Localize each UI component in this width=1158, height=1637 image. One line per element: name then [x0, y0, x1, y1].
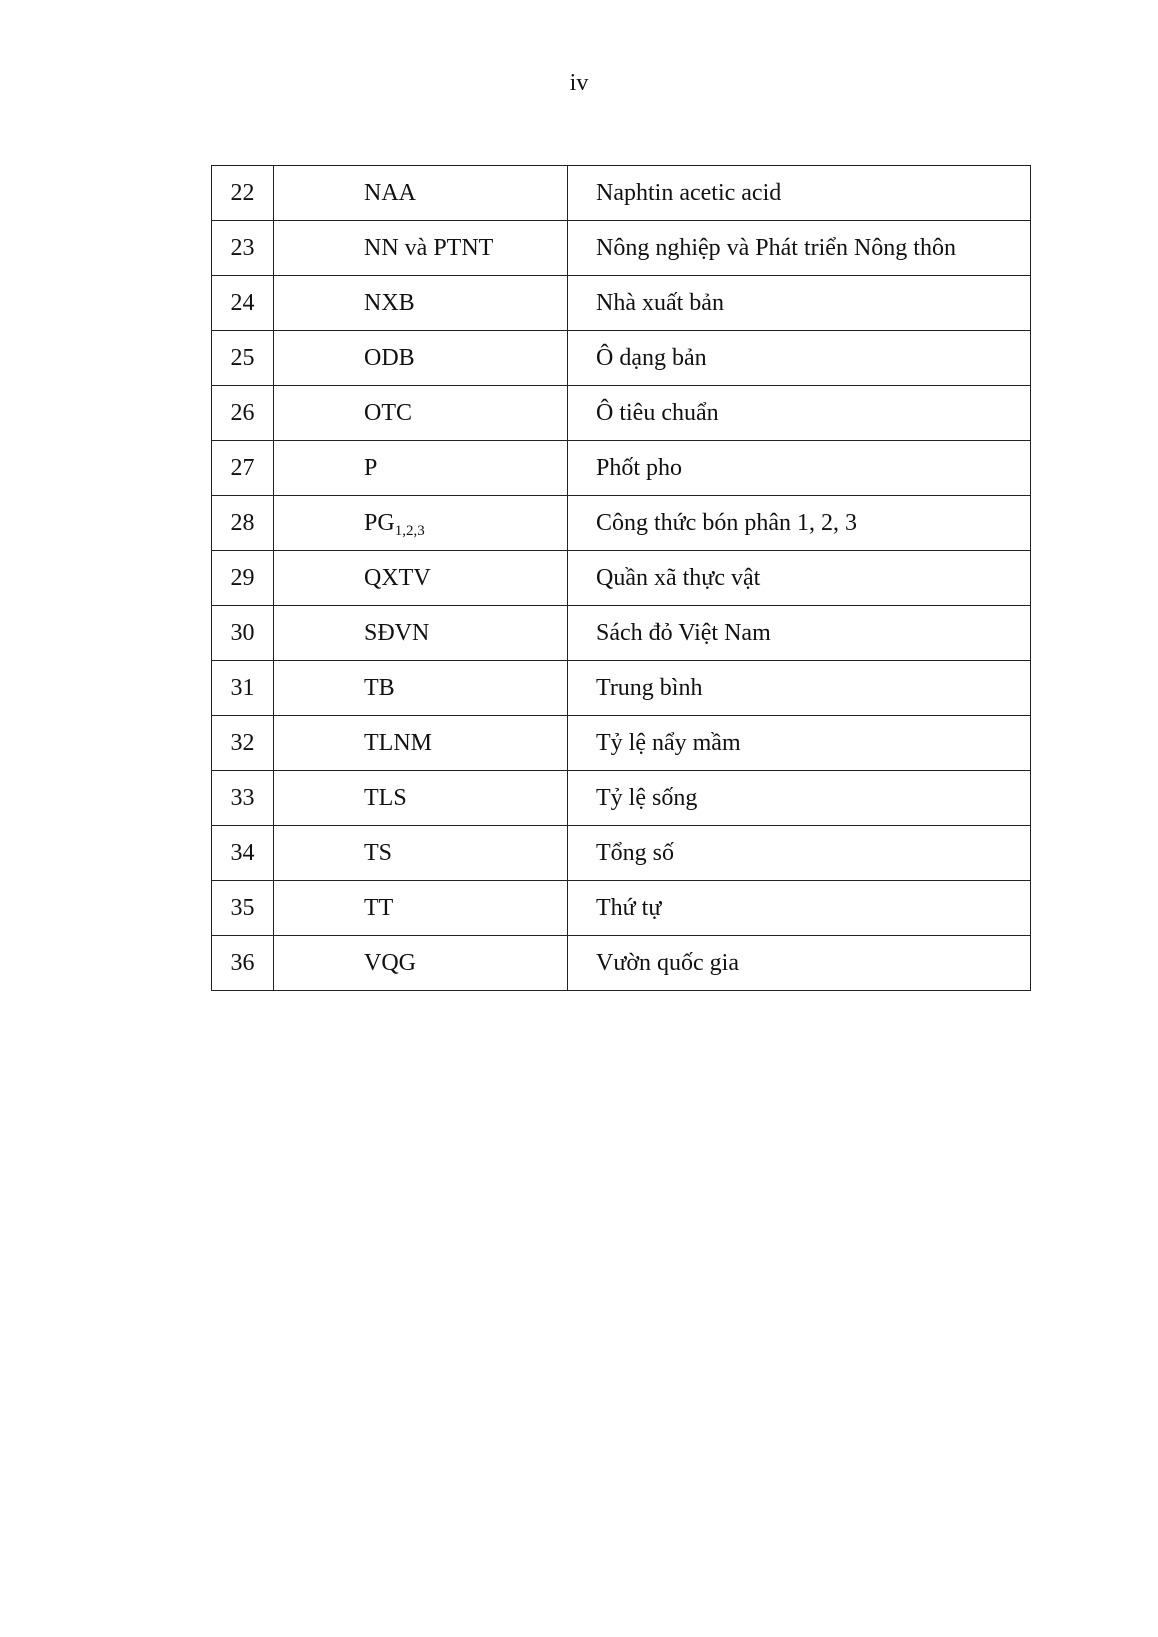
description-cell: Ô dạng bản — [568, 331, 1031, 386]
abbreviation-cell — [274, 441, 568, 496]
abbreviation-cell — [274, 276, 568, 331]
table-row — [212, 661, 1031, 716]
abbreviation-text: TT — [364, 894, 394, 921]
page-number: iv — [569, 70, 589, 96]
abbreviation-cell — [274, 221, 568, 276]
table-row — [212, 826, 1031, 881]
abbreviation-text: TB — [364, 674, 395, 701]
row-number: 28 — [212, 496, 274, 551]
table-row — [212, 221, 1031, 276]
table-row — [212, 936, 1031, 991]
table-row — [212, 441, 1031, 496]
row-number: 22 — [212, 166, 274, 221]
abbreviation-cell — [274, 881, 568, 936]
abbreviation-cell — [274, 936, 568, 991]
abbreviation-text: PG — [364, 509, 395, 536]
row-number: 31 — [212, 661, 274, 716]
abbreviation-text: ODB — [364, 344, 415, 371]
abbreviation-text: TLS — [364, 784, 407, 811]
row-number: 25 — [212, 331, 274, 386]
description-cell: Tỷ lệ nẩy mầm — [568, 716, 1031, 771]
abbreviation-text: VQG — [364, 949, 416, 976]
abbreviation-text: TS — [364, 839, 393, 866]
abbreviation-table — [211, 165, 1031, 991]
row-number: 33 — [212, 771, 274, 826]
description-cell: Tổng số — [568, 826, 1031, 881]
table-row — [212, 331, 1031, 386]
description-cell: Naphtin acetic acid — [568, 166, 1031, 221]
abbreviation-cell — [274, 551, 568, 606]
table-row — [212, 496, 1031, 551]
abbreviation-cell — [274, 386, 568, 441]
description-cell: Nông nghiệp và Phát triển Nông thôn — [568, 221, 1031, 276]
abbreviation-text: TLNM — [364, 729, 432, 756]
description-cell: Tỷ lệ sống — [568, 771, 1031, 826]
description-cell: Công thức bón phân 1, 2, 3 — [568, 496, 1031, 551]
abbreviation-text: NN và PTNT — [364, 234, 494, 261]
row-number: 26 — [212, 386, 274, 441]
abbreviation-cell — [274, 826, 568, 881]
abbreviation-cell — [274, 496, 568, 551]
row-number: 27 — [212, 441, 274, 496]
description-cell: Nhà xuất bản — [568, 276, 1031, 331]
table-row — [212, 606, 1031, 661]
abbreviation-text: QXTV — [364, 564, 431, 591]
description-cell: Sách đỏ Việt Nam — [568, 606, 1031, 661]
abbreviation-cell — [274, 771, 568, 826]
abbreviation-cell — [274, 606, 568, 661]
abbreviation-text: P — [364, 454, 378, 481]
table-row — [212, 551, 1031, 606]
row-number: 24 — [212, 276, 274, 331]
table-row — [212, 716, 1031, 771]
abbreviation-subscript: 1,2,3 — [394, 522, 425, 539]
row-number: 30 — [212, 606, 274, 661]
description-cell: Phốt pho — [568, 441, 1031, 496]
row-number: 36 — [212, 936, 274, 991]
abbreviation-cell — [274, 716, 568, 771]
abbreviation-cell — [274, 331, 568, 386]
description-cell: Quần xã thực vật — [568, 551, 1031, 606]
table-row — [212, 771, 1031, 826]
row-number: 35 — [212, 881, 274, 936]
abbreviation-text: NXB — [364, 289, 415, 316]
table-row — [212, 166, 1031, 221]
table-row — [212, 276, 1031, 331]
abbreviation-text: OTC — [364, 399, 412, 426]
row-number: 23 — [212, 221, 274, 276]
table-row — [212, 881, 1031, 936]
abbreviation-cell — [274, 661, 568, 716]
row-number: 32 — [212, 716, 274, 771]
description-cell: Thứ tự — [568, 881, 1031, 936]
description-cell: Ô tiêu chuẩn — [568, 386, 1031, 441]
abbreviation-text: SĐVN — [364, 619, 430, 646]
table-row — [212, 386, 1031, 441]
description-cell: Trung bình — [568, 661, 1031, 716]
abbreviation-text: NAA — [364, 179, 416, 206]
description-cell: Vườn quốc gia — [568, 936, 1031, 991]
row-number: 34 — [212, 826, 274, 881]
abbreviation-cell — [274, 166, 568, 221]
row-number: 29 — [212, 551, 274, 606]
